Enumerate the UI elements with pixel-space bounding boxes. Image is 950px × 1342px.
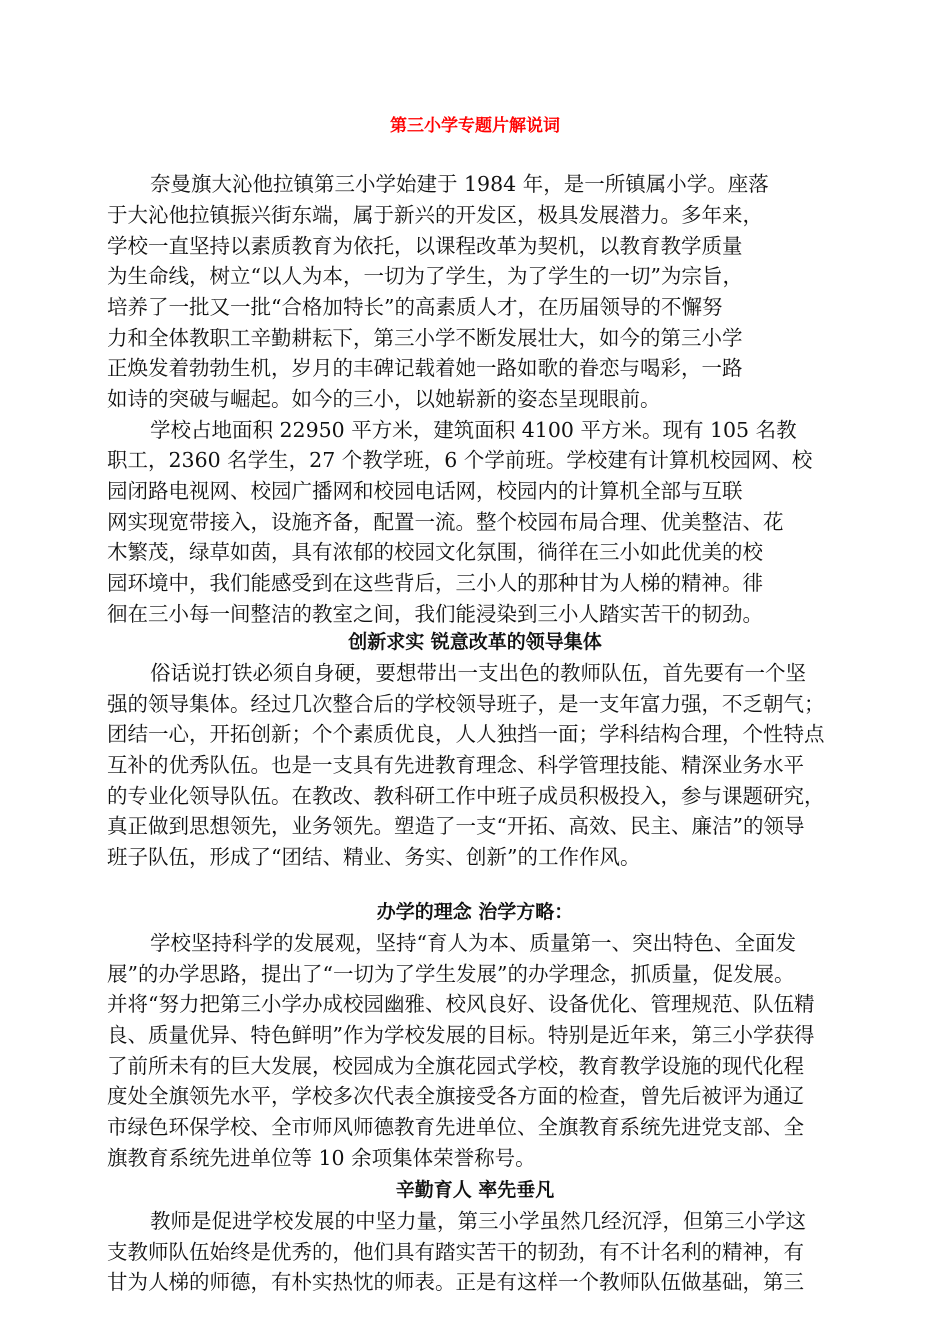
section-heading: 创新求实 锐意改革的领导集体 — [348, 631, 602, 653]
paragraph-line: 甘为人梯的师德，有朴实热忱的师表。正是有这样一个教师队伍做基础，第三 — [107, 1270, 804, 1294]
paragraph-line: 市绿色环保学校、全市师风师德教育先进单位、全旗教育系统先进党支部、全 — [107, 1115, 804, 1139]
paragraph-line: 支教师队伍始终是优秀的，他们具有踏实苦干的韧劲，有不计名利的精神，有 — [107, 1240, 804, 1264]
paragraph-line: 强的领导集体。经过几次整合后的学校领导班子，是一支年富力强，不乏朝气； — [107, 692, 825, 716]
paragraph-line: 学校占地面积 22950 平方米，建筑面积 4100 平方米。现有 105 名教 — [150, 418, 797, 442]
paragraph-line: 了前所未有的巨大发展，校园成为全旗花园式学校，教育教学设施的现代化程 — [107, 1054, 804, 1078]
paragraph-line: 徊在三小每一间整洁的教室之间，我们能浸染到三小人踏实苦干的韧劲。 — [107, 602, 763, 626]
paragraph-line: 培养了一批又一批“合格加特长”的高素质人才，在历届领导的不懈努 — [107, 295, 723, 319]
paragraph-line: 职工，2360 名学生，27 个教学班，6 个学前班。学校建有计算机校园网、校 — [107, 448, 813, 472]
paragraph-line: 的专业化领导队伍。在教改、教科研工作中班子成员积极投入，参与课题研究， — [107, 784, 825, 808]
paragraph-line: 并将“努力把第三小学办成校园幽雅、校风良好、设备优化、管理规范、队伍精 — [107, 992, 815, 1016]
paragraph-line: 网实现宽带接入，设施齐备，配置一流。整个校园布局合理、优美整洁、花 — [107, 510, 784, 534]
paragraph-line: 奈曼旗大沁他拉镇第三小学始建于 1984 年，是一所镇属小学。座落 — [150, 172, 769, 196]
paragraph-line: 为生命线，树立“以人为本，一切为了学生，为了学生的一切”为宗旨， — [107, 264, 743, 288]
paragraph-line: 力和全体教职工辛勤耕耘下，第三小学不断发展壮大，如今的第三小学 — [107, 326, 743, 350]
paragraph-line: 真正做到思想领先，业务领先。塑造了一支“开拓、高效、民主、廉洁”的领导 — [107, 814, 805, 838]
paragraph-line: 学校一直坚持以素质教育为依托，以课程改革为契机，以教育教学质量 — [107, 234, 743, 258]
paragraph-line: 于大沁他拉镇振兴街东端，属于新兴的开发区，极具发展潜力。多年来， — [107, 203, 763, 227]
paragraph-line: 良、质量优异、特色鲜明”作为学校发展的目标。特别是近年来，第三小学获得 — [107, 1023, 815, 1047]
paragraph-line: 团结一心，开拓创新；个个素质优良，人人独挡一面；学科结构合理，个性特点 — [107, 722, 825, 746]
paragraph-line: 互补的优秀队伍。也是一支具有先进教育理念、科学管理技能、精深业务水平 — [107, 753, 804, 777]
paragraph-line: 教师是促进学校发展的中坚力量，第三小学虽然几经沉浮，但第三小学这 — [150, 1209, 806, 1233]
paragraph-line: 园闭路电视网、校园广播网和校园电话网，校园内的计算机全部与互联 — [107, 479, 743, 503]
paragraph-line: 班子队伍，形成了“团结、精业、务实、创新”的工作作风。 — [107, 845, 641, 869]
paragraph-line: 如诗的突破与崛起。如今的三小，以她崭新的姿态呈现眼前。 — [107, 387, 661, 411]
paragraph-line: 正焕发着勃勃生机，岁月的丰碑记载着她一路如歌的眷恋与喝彩，一路 — [107, 356, 743, 380]
paragraph-line: 旗教育系统先进单位等 10 余项集体荣誉称号。 — [107, 1146, 536, 1170]
document-title: 第三小学专题片解说词 — [390, 116, 560, 136]
paragraph-line: 俗话说打铁必须自身硬，要想带出一支出色的教师队伍，首先要有一个坚 — [150, 661, 806, 685]
section-heading: 办学的理念 治学方略： — [376, 901, 574, 923]
paragraph-line: 展”的办学思路，提出了“一切为了学生发展”的办学理念，抓质量，促发展。 — [107, 962, 795, 986]
paragraph-line: 学校坚持科学的发展观，坚持“育人为本、质量第一、突出特色、全面发 — [150, 931, 796, 955]
section-heading: 辛勤育人 率先垂凡 — [395, 1179, 555, 1201]
paragraph-line: 度处全旗领先水平，学校多次代表全旗接受各方面的检查，曾先后被评为通辽 — [107, 1084, 804, 1108]
paragraph-line: 园环境中，我们能感受到在这些背后，三小人的那种甘为人梯的精神。徘 — [107, 571, 763, 595]
paragraph-line: 木繁茂，绿草如茵，具有浓郁的校园文化氛围，徜徉在三小如此优美的校 — [107, 540, 763, 564]
